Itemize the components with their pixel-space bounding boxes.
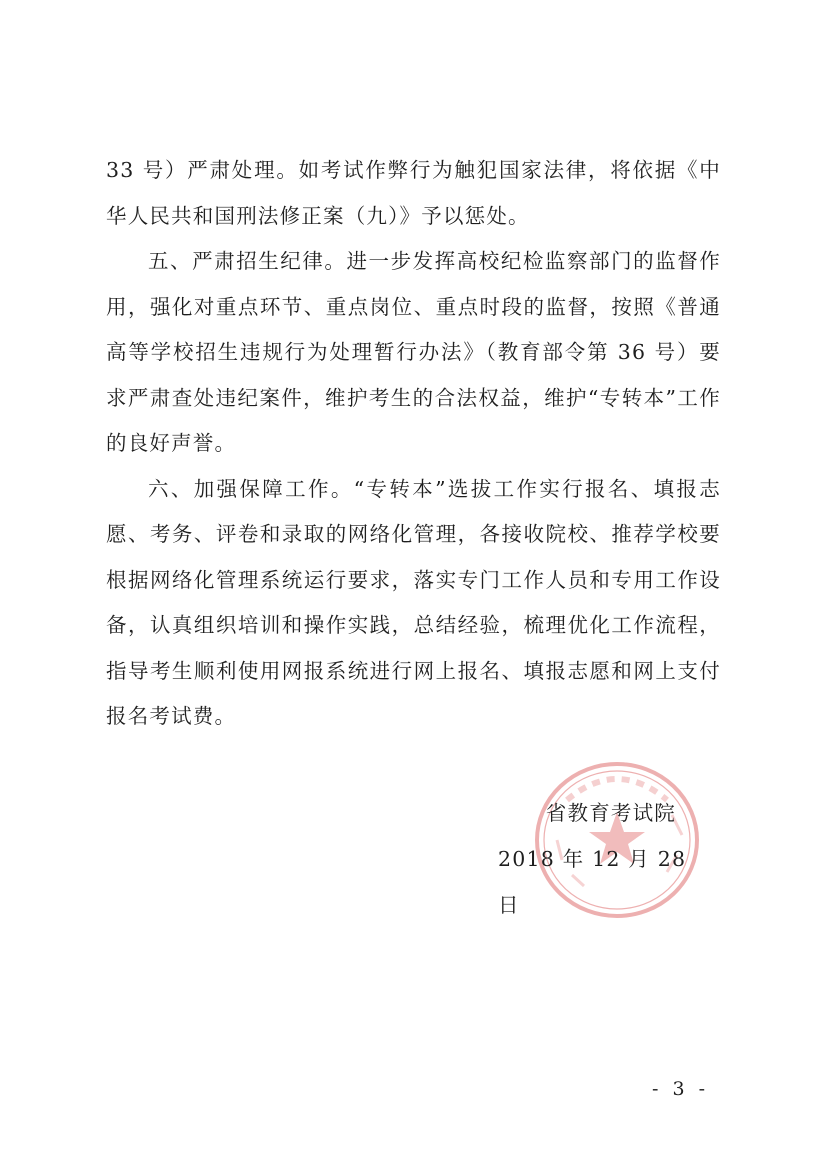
- signature-block: [498, 790, 698, 928]
- paragraph-support-work: 六、加强保障工作。“专转本”选拔工作实行报名、填报志愿、考务、评卷和录取的网络化管理，各接收院校、推荐学校要根据网络化管理系统运行要求，落实专门工作人员和专用工作设备，认真组织培训和操作实践，总结经验，梳理优化工作流程，指导考生顺利使用网报系统进行网上报名、填报志愿和网上支付报名考试费。: [106, 476, 721, 728]
- issue-date: 2018 年 12 月 28 日: [498, 847, 687, 917]
- paragraph-continuation: 33 号）严肃处理。如考试作弊行为触犯国家法律，将依据《中华人民共和国刑法修正案（九）》予以惩处。: [106, 158, 721, 228]
- paragraph-admission-discipline: 五、严肃招生纪律。进一步发挥高校纪检监察部门的监督作用，强化对重点环节、重点岗位、重点时段的监督，按照《普通高等学校招生违规行为处理暂行办法》（教育部令第 36 号）要求严肃查处违纪案件，维护考生的合法权益，维护“专转本”工作的良好声誉。: [106, 249, 721, 455]
- document-body: [106, 148, 721, 740]
- issuing-organization: 省教育考试院: [545, 801, 676, 825]
- page-number: - 3 -: [652, 1078, 710, 1100]
